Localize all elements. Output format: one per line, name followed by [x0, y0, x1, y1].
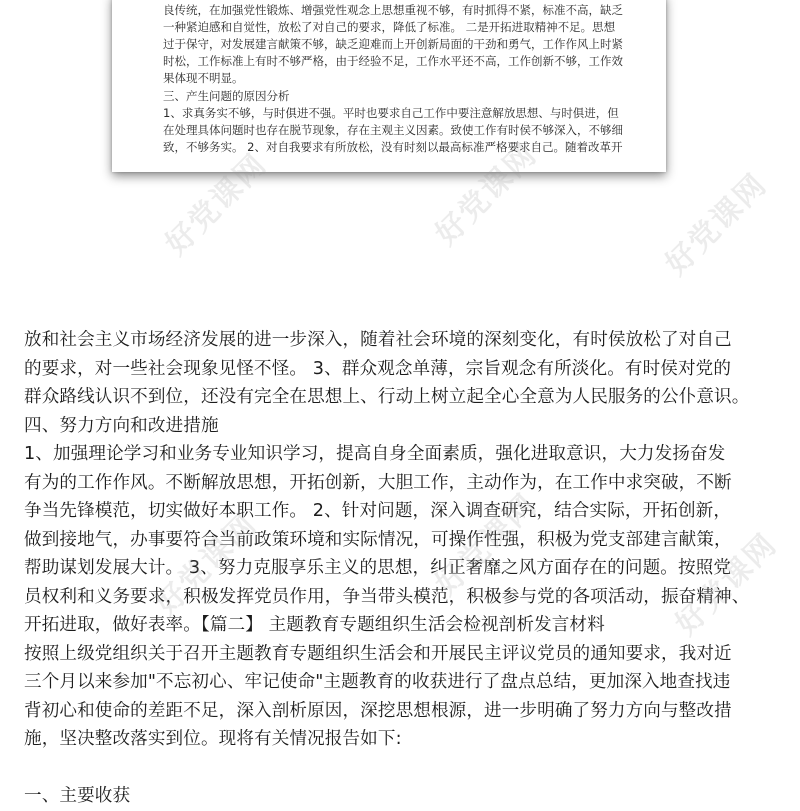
section-heading: 四、努力方向和改进措施: [24, 415, 219, 436]
body-line: 1、加强理论学习和业务专业知识学习，提高自身全面素质，强化进取意识，大力发扬奋发: [24, 444, 726, 464]
paragraph-gap: [24, 754, 778, 783]
preview-line: 过于保守，对发展建言献策不够，缺乏迎难而上开创新局面的干劲和勇气，工作作风上时紧: [163, 37, 623, 52]
body-line: 帮助谋划发展大计。 3、努力克服享乐主义的思想，纠正奢靡之风方面存在的问题。按照党: [24, 558, 732, 578]
body-line: 员权利和义务要求，积极发挥党员作用，争当带头模范，积极参与党的各项活动，振奋精神、: [24, 586, 750, 607]
watermark-text: 好党课网: [428, 486, 545, 603]
watermark-text: 好党课网: [148, 506, 265, 623]
body-line: 群众路线认识不到位，还没有完全在思想上、行动上树立起全心全意为人民服务的公仆意识。: [24, 387, 750, 407]
watermark-text: 好党课网: [658, 166, 775, 283]
body-line: 有为的工作作风。不断解放思想，开拓创新，大胆工作，主动作为，在工作中求突破，不断: [24, 472, 732, 493]
watermark-text: 好党课网: [668, 526, 785, 643]
preview-line: 三、产生问题的原因分析: [163, 88, 290, 103]
body-line: 做到接地气，办事要符合当前政策环境和实际情况，可操作性强，积极为党支部建言献策，: [24, 529, 732, 550]
article-body: [24, 326, 778, 811]
preview-line: 时松，工作标准上有时不够严格，由于经验不足，工作水平还不高，工作创新不够，工作效: [163, 54, 623, 69]
body-line: 三个月以来参加"不忘初心、牢记使命"主题教育的收获进行了盘点总结，更加深入地查找违: [24, 672, 731, 692]
body-line: 按照上级党组织关于召开主题教育专题组织生活会和开展民主评议党员的通知要求，我对近: [24, 643, 732, 664]
watermark-text: 好党课网: [158, 146, 275, 263]
preview-line: 1、求真务实不够，与时俱进不强。平时也要求自己工作中要注意解放思想、与时俱进，但: [163, 105, 619, 120]
section-heading: 一、主要收获: [24, 786, 131, 806]
watermark-text: 好党课网: [428, 136, 545, 253]
document-preview-card: [112, 0, 666, 172]
body-line: 施，坚决整改落实到位。现将有关情况报告如下:: [24, 729, 402, 749]
preview-text-block: [163, 0, 623, 156]
preview-line: 良传统，在加强党性锻炼、增强党性观念上思想重视不够，有时抓得不紧，标准不高，缺乏: [163, 3, 623, 18]
body-line: 开拓进取，做好表率。【篇二】 主题教育专题组织生活会检视剖析发言材料: [24, 615, 605, 635]
preview-line: 一种紧迫感和自觉性，放松了对自己的要求，降低了标准。 二是开拓进取精神不足。思想: [163, 20, 616, 35]
preview-line: 在处理具体问题时也存在脱节现象，存在主观主义因素。致使工作有时侯不够深入，不够细: [163, 122, 623, 137]
preview-line: 果体现不明显。: [163, 71, 244, 86]
body-line: 争当先锋模范，切实做好本职工作。 2、针对问题，深入调查研究，结合实际，开拓创新，: [24, 501, 732, 521]
body-line: 的要求，对一些社会现象见怪不怪。 3、群众观念单薄，宗旨观念有所淡化。有时侯对党的: [24, 358, 732, 379]
preview-line: 致，不够务实。 2、对自我要求有所放松，没有时刻以最高标准严格要求自己。随着改革开: [163, 139, 623, 154]
body-line: 放和社会主义市场经济发展的进一步深入，随着社会环境的深刻变化，有时侯放松了对自己: [24, 330, 732, 350]
body-line: 背初心和使命的差距不足，深入剖析原因，深挖思想根源，进一步明确了努力方向与整改措: [24, 700, 732, 721]
